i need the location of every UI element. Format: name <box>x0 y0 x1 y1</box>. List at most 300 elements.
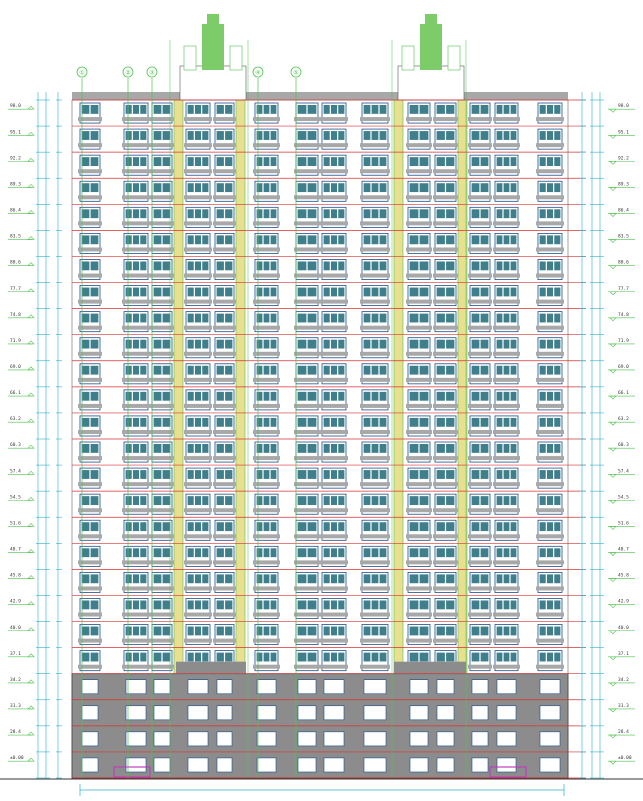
window-pane <box>380 209 387 218</box>
balcony-slab <box>253 378 280 382</box>
balcony-slab <box>122 508 150 512</box>
window-pane <box>504 470 510 479</box>
window-pane <box>133 183 139 192</box>
balcony-slab <box>320 508 348 512</box>
window-pane <box>154 235 162 244</box>
balcony-slab <box>294 169 320 173</box>
window-pane <box>195 548 201 557</box>
window-pane <box>410 627 419 636</box>
window-pane <box>446 261 454 270</box>
window-pane <box>188 261 194 270</box>
balcony-slab <box>406 195 432 199</box>
window-pane <box>364 261 371 270</box>
window-pane <box>140 157 146 166</box>
window-pane <box>82 470 90 479</box>
window-pane <box>264 366 270 375</box>
window-pane <box>202 261 208 270</box>
balcony-slab <box>493 352 520 356</box>
window-pane <box>163 105 171 114</box>
balcony-slab <box>150 482 174 486</box>
roof-column <box>230 46 242 70</box>
balcony-slab <box>536 221 564 225</box>
window-pane <box>504 496 510 505</box>
balcony-slab <box>406 221 432 225</box>
podium-window <box>188 706 208 720</box>
window-pane <box>188 548 194 557</box>
balcony-slab <box>406 169 432 173</box>
window-pane <box>195 418 201 427</box>
window-pane <box>163 366 171 375</box>
window-pane <box>540 548 546 557</box>
window-pane <box>554 418 560 427</box>
window-pane <box>271 366 277 375</box>
window-pane <box>331 653 337 662</box>
balcony-slab <box>294 430 320 434</box>
balcony-slab <box>320 195 348 199</box>
window-pane <box>188 235 194 244</box>
balcony-slab <box>433 300 458 304</box>
window-pane <box>133 470 139 479</box>
balcony-slab <box>360 117 390 121</box>
window-pane <box>472 574 480 583</box>
balcony-slab <box>78 378 102 382</box>
window-pane <box>217 105 224 114</box>
window-pane <box>225 235 232 244</box>
balcony-slab <box>536 508 564 512</box>
level-mark-label-right: 95.1 <box>618 130 629 136</box>
window-pane <box>154 653 162 662</box>
level-mark-label-right: ±0.00 <box>618 756 632 762</box>
window-pane <box>380 235 387 244</box>
level-mark-label-right: 34.2 <box>618 677 629 683</box>
balcony-slab <box>433 613 458 617</box>
window-pane <box>140 105 146 114</box>
balcony-slab <box>122 169 150 173</box>
window-pane <box>554 314 560 323</box>
window-pane <box>257 157 263 166</box>
window-pane <box>225 209 232 218</box>
podium-window <box>410 680 428 694</box>
window-pane <box>472 340 480 349</box>
window-pane <box>504 157 510 166</box>
window-pane <box>91 496 99 505</box>
level-mark-label-right: 69.0 <box>618 364 629 370</box>
window-pane <box>188 392 194 401</box>
window-pane <box>163 522 171 531</box>
balcony-slab <box>536 482 564 486</box>
window-pane <box>472 366 480 375</box>
balcony-slab <box>493 586 520 590</box>
window-pane <box>257 131 263 140</box>
window-pane <box>437 131 445 140</box>
balcony-slab <box>468 508 492 512</box>
window-pane <box>324 157 330 166</box>
window-pane <box>225 392 232 401</box>
window-pane <box>504 548 510 557</box>
window-pane <box>437 261 445 270</box>
window-pane <box>257 105 263 114</box>
balcony-slab <box>320 534 348 538</box>
window-pane <box>372 444 379 453</box>
window-pane <box>91 209 99 218</box>
window-pane <box>188 209 194 218</box>
window-pane <box>188 418 194 427</box>
window-pane <box>554 653 560 662</box>
window-pane <box>154 522 162 531</box>
window-pane <box>338 235 344 244</box>
window-pane <box>154 366 162 375</box>
window-pane <box>264 209 270 218</box>
window-pane <box>264 522 270 531</box>
window-pane <box>372 574 379 583</box>
window-pane <box>446 418 454 427</box>
window-pane <box>372 340 379 349</box>
podium-window <box>154 680 170 694</box>
window-pane <box>504 235 510 244</box>
window-pane <box>372 522 379 531</box>
balcony-slab <box>360 247 390 251</box>
window-pane <box>202 131 208 140</box>
balcony-slab <box>122 326 150 330</box>
window-pane <box>257 496 263 505</box>
balcony-slab <box>122 639 150 643</box>
window-pane <box>133 548 139 557</box>
window-pane <box>225 366 232 375</box>
balcony-slab <box>213 560 236 564</box>
window-pane <box>410 105 419 114</box>
window-pane <box>163 574 171 583</box>
balcony-slab <box>536 326 564 330</box>
window-pane <box>202 235 208 244</box>
balcony-slab <box>213 117 236 121</box>
window-pane <box>202 314 208 323</box>
window-pane <box>195 105 201 114</box>
level-mark-label-right: 71.9 <box>618 338 629 344</box>
window-pane <box>163 470 171 479</box>
window-pane <box>472 288 480 297</box>
window-pane <box>308 340 317 349</box>
window-pane <box>497 131 503 140</box>
balcony-slab <box>433 560 458 564</box>
window-pane <box>308 261 317 270</box>
window-pane <box>257 235 263 244</box>
window-pane <box>331 131 337 140</box>
level-mark-label-left: 37.1 <box>10 651 21 657</box>
podium-window <box>82 732 98 746</box>
window-pane <box>126 105 132 114</box>
window-pane <box>380 574 387 583</box>
balcony-slab <box>433 430 458 434</box>
balcony-slab <box>360 534 390 538</box>
window-pane <box>133 522 139 531</box>
balcony-slab <box>78 352 102 356</box>
window-pane <box>324 261 330 270</box>
window-pane <box>472 105 480 114</box>
window-pane <box>308 131 317 140</box>
window-pane <box>372 209 379 218</box>
balcony-slab <box>493 117 520 121</box>
balcony-slab <box>253 560 280 564</box>
level-mark-label-right: 66.1 <box>618 391 629 397</box>
window-pane <box>554 548 560 557</box>
window-pane <box>154 418 162 427</box>
balcony-slab <box>360 169 390 173</box>
balcony-slab <box>150 430 174 434</box>
window-pane <box>540 314 546 323</box>
window-pane <box>140 600 146 609</box>
window-pane <box>547 418 553 427</box>
window-pane <box>380 470 387 479</box>
window-pane <box>82 209 90 218</box>
window-pane <box>126 496 132 505</box>
window-pane <box>133 444 139 453</box>
window-pane <box>511 183 517 192</box>
window-pane <box>331 470 337 479</box>
window-pane <box>217 418 224 427</box>
podium-window <box>324 732 344 746</box>
balcony-slab <box>406 117 432 121</box>
window-pane <box>225 105 232 114</box>
window-pane <box>91 470 99 479</box>
window-pane <box>188 444 194 453</box>
level-mark-label-right: 31.3 <box>618 703 629 709</box>
window-pane <box>140 261 146 270</box>
window-pane <box>257 653 263 662</box>
window-pane <box>331 183 337 192</box>
window-pane <box>504 209 510 218</box>
balcony-slab <box>213 456 236 460</box>
window-pane <box>420 574 429 583</box>
window-pane <box>271 627 277 636</box>
window-pane <box>195 131 201 140</box>
window-pane <box>195 314 201 323</box>
window-pane <box>540 653 546 662</box>
level-mark-label-left: 60.3 <box>10 443 21 449</box>
window-pane <box>225 444 232 453</box>
roof-machine-room <box>180 66 246 100</box>
balcony-slab <box>184 169 212 173</box>
podium-window <box>410 732 428 746</box>
balcony-slab <box>150 534 174 538</box>
window-pane <box>372 653 379 662</box>
balcony-slab <box>253 274 280 278</box>
balcony-slab <box>468 534 492 538</box>
window-pane <box>372 288 379 297</box>
window-pane <box>298 627 307 636</box>
window-pane <box>497 653 503 662</box>
window-pane <box>298 261 307 270</box>
level-mark-label-left: 45.8 <box>10 573 21 579</box>
balcony-slab <box>122 247 150 251</box>
window-pane <box>547 600 553 609</box>
window-pane <box>163 392 171 401</box>
window-pane <box>547 366 553 375</box>
balcony-slab <box>536 247 564 251</box>
window-pane <box>547 653 553 662</box>
window-pane <box>497 314 503 323</box>
balcony-slab <box>406 300 432 304</box>
balcony-slab <box>468 169 492 173</box>
window-pane <box>217 288 224 297</box>
window-pane <box>331 157 337 166</box>
balcony-slab <box>360 404 390 408</box>
window-pane <box>410 418 419 427</box>
window-pane <box>410 470 419 479</box>
window-pane <box>511 131 517 140</box>
window-pane <box>364 235 371 244</box>
window-pane <box>540 157 546 166</box>
balcony-slab <box>78 274 102 278</box>
balcony-slab <box>406 352 432 356</box>
window-pane <box>271 548 277 557</box>
window-pane <box>380 340 387 349</box>
podium-window <box>540 706 560 720</box>
window-pane <box>264 235 270 244</box>
balcony-slab <box>406 274 432 278</box>
balcony-slab <box>184 378 212 382</box>
balcony-slab <box>468 143 492 147</box>
window-pane <box>554 235 560 244</box>
podium-window <box>82 758 98 772</box>
window-pane <box>217 444 224 453</box>
window-pane <box>324 653 330 662</box>
balcony-slab <box>406 143 432 147</box>
balcony-slab <box>360 482 390 486</box>
window-pane <box>217 314 224 323</box>
window-pane <box>225 653 232 662</box>
window-pane <box>202 183 208 192</box>
window-pane <box>504 418 510 427</box>
balcony-slab <box>294 586 320 590</box>
level-mark-label-right: 57.4 <box>618 469 629 475</box>
window-pane <box>140 183 146 192</box>
window-pane <box>481 209 489 218</box>
balcony-slab <box>406 534 432 538</box>
balcony-slab <box>320 117 348 121</box>
podium-window <box>540 732 560 746</box>
window-pane <box>126 444 132 453</box>
window-pane <box>540 444 546 453</box>
window-pane <box>338 261 344 270</box>
window-pane <box>380 314 387 323</box>
balcony-slab <box>536 300 564 304</box>
podium-window <box>472 706 488 720</box>
window-pane <box>504 392 510 401</box>
window-pane <box>217 600 224 609</box>
window-pane <box>217 627 224 636</box>
podium-window <box>298 732 316 746</box>
window-pane <box>188 288 194 297</box>
roof-crown <box>420 24 442 70</box>
window-pane <box>472 183 480 192</box>
window-pane <box>264 261 270 270</box>
window-pane <box>472 548 480 557</box>
window-pane <box>163 183 171 192</box>
level-mark-label-left: 69.0 <box>10 364 21 370</box>
window-pane <box>133 653 139 662</box>
window-pane <box>331 314 337 323</box>
window-pane <box>338 288 344 297</box>
window-pane <box>481 261 489 270</box>
window-pane <box>202 522 208 531</box>
window-pane <box>420 288 429 297</box>
balcony-slab <box>122 221 150 225</box>
window-pane <box>217 209 224 218</box>
window-pane <box>298 105 307 114</box>
window-pane <box>202 653 208 662</box>
balcony-slab <box>493 404 520 408</box>
balcony-slab <box>320 613 348 617</box>
window-pane <box>372 314 379 323</box>
window-pane <box>372 157 379 166</box>
window-pane <box>364 522 371 531</box>
balcony-slab <box>468 586 492 590</box>
balcony-slab <box>493 247 520 251</box>
balcony-slab <box>468 404 492 408</box>
window-pane <box>380 288 387 297</box>
window-pane <box>308 314 317 323</box>
roof-crown <box>202 24 224 70</box>
balcony-slab <box>406 456 432 460</box>
window-pane <box>497 470 503 479</box>
axis-bubble-label: ⑤ <box>293 69 299 77</box>
window-pane <box>163 261 171 270</box>
balcony-slab <box>360 274 390 278</box>
window-pane <box>420 418 429 427</box>
window-pane <box>217 131 224 140</box>
balcony-slab <box>253 639 280 643</box>
window-pane <box>264 392 270 401</box>
balcony-slab <box>213 221 236 225</box>
level-mark-label-right: 89.3 <box>618 182 629 188</box>
window-pane <box>257 548 263 557</box>
window-pane <box>511 653 517 662</box>
balcony-slab <box>78 404 102 408</box>
window-pane <box>202 418 208 427</box>
balcony-slab <box>78 143 102 147</box>
window-pane <box>298 209 307 218</box>
window-pane <box>298 418 307 427</box>
window-pane <box>140 574 146 583</box>
window-pane <box>481 418 489 427</box>
window-pane <box>202 288 208 297</box>
window-pane <box>126 157 132 166</box>
podium-window <box>188 758 208 772</box>
window-pane <box>133 288 139 297</box>
window-pane <box>202 627 208 636</box>
window-pane <box>202 366 208 375</box>
window-pane <box>82 627 90 636</box>
balcony-slab <box>213 300 236 304</box>
window-pane <box>547 314 553 323</box>
balcony-slab <box>493 560 520 564</box>
balcony-slab <box>122 352 150 356</box>
balcony-slab <box>253 326 280 330</box>
balcony-slab <box>493 508 520 512</box>
window-pane <box>82 340 90 349</box>
level-mark-label-left: ±0.00 <box>10 756 24 762</box>
window-pane <box>410 522 419 531</box>
window-pane <box>163 548 171 557</box>
window-pane <box>163 496 171 505</box>
podium-window <box>126 758 146 772</box>
balcony-slab <box>122 430 150 434</box>
window-pane <box>331 105 337 114</box>
podium-window <box>217 706 232 720</box>
window-pane <box>511 314 517 323</box>
window-pane <box>540 574 546 583</box>
window-pane <box>225 522 232 531</box>
